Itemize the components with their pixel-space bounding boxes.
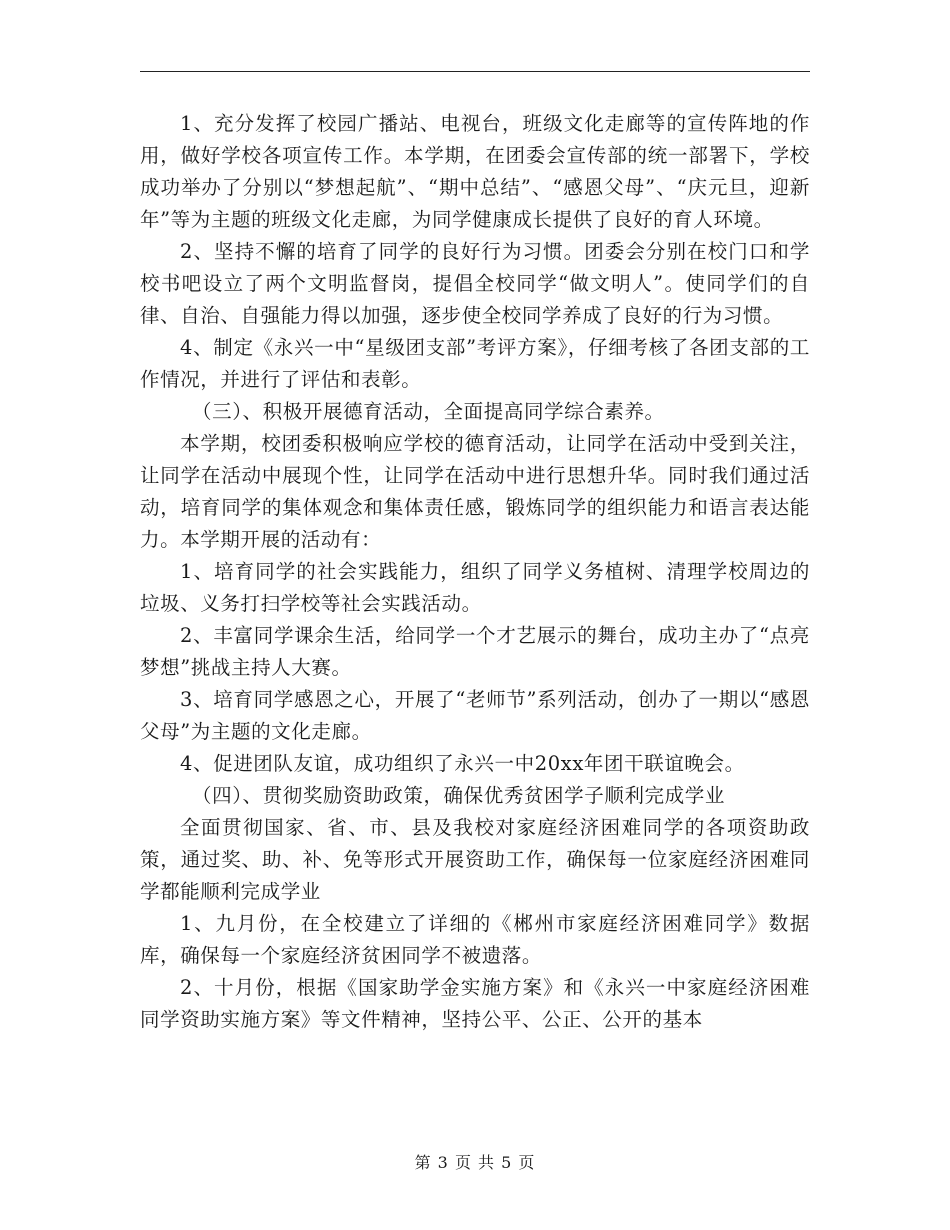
paragraph: 1、培育同学的社会实践能力，组织了同学义务植树、清理学校周边的垃圾、义务打扫学校等社会实践活动。: [140, 560, 810, 615]
paragraph: 2、坚持不懈的培育了同学的良好行为习惯。团委会分别在校门口和学校书吧设立了两个文明监督岗，提倡全校同学“做文明人”。使同学们的自律、自治、自强能力得以加强，逐步使全校同学养成了良好的行为习惯。: [140, 240, 810, 327]
section-heading: （三）、积极开展德育活动，全面提高同学综合素养。: [192, 400, 665, 423]
paragraph: 2、丰富同学课余生活，给同学一个才艺展示的舞台，成功主办了“点亮梦想”挑战主持人大赛。: [140, 624, 810, 679]
paragraph: 本学期，校团委积极响应学校的德育活动，让同学在活动中受到关注，让同学在活动中展现个性，让同学在活动中进行思想升华。同时我们通过活动，培育同学的集体观念和集体责任感，锻炼同学的组织能力和语言表达能力。本学期开展的活动有：: [140, 432, 810, 551]
paragraph: 2、十月份，根据《国家助学金实施方案》和《永兴一中家庭经济困难同学资助实施方案》等文件精神，坚持公平、公正、公开的基本: [140, 976, 810, 1031]
section-heading: （四）、贯彻奖励资助政策，确保优秀贫困学子顺利完成学业: [192, 784, 725, 807]
paragraph: 3、培育同学感恩之心，开展了“老师节”系列活动，创办了一期以“感恩父母”为主题的文化走廊。: [140, 688, 810, 743]
page-footer: 第 3 页 共 5 页: [414, 1153, 536, 1172]
paragraph: 4、制定《永兴一中“星级团支部”考评方案》，仔细考核了各团支部的工作情况，并进行了评估和表彰。: [140, 336, 810, 391]
paragraph: 4、促进团队友谊，成功组织了永兴一中20xx年团干联谊晚会。: [180, 752, 745, 775]
paragraph: 1、充分发挥了校园广播站、电视台，班级文化走廊等的宣传阵地的作用，做好学校各项宣传工作。本学期，在团委会宣传部的统一部署下，学校成功举办了分别以“梦想起航”、“期中总结”、“感恩父母”、“庆元旦，迎新年”等为主题的班级文化走廊，为同学健康成长提供了良好的育人环境。: [140, 112, 810, 231]
paragraph: 1、九月份，在全校建立了详细的《郴州市家庭经济困难同学》数据库，确保每一个家庭经济贫困同学不被遗落。: [140, 912, 810, 967]
paragraph: 全面贯彻国家、省、市、县及我校对家庭经济困难同学的各项资助政策，通过奖、助、补、免等形式开展资助工作，确保每一位家庭经济困难同学都能顺利完成学业: [140, 816, 810, 903]
document-body: [140, 108, 810, 1036]
header-rule: [140, 71, 810, 72]
